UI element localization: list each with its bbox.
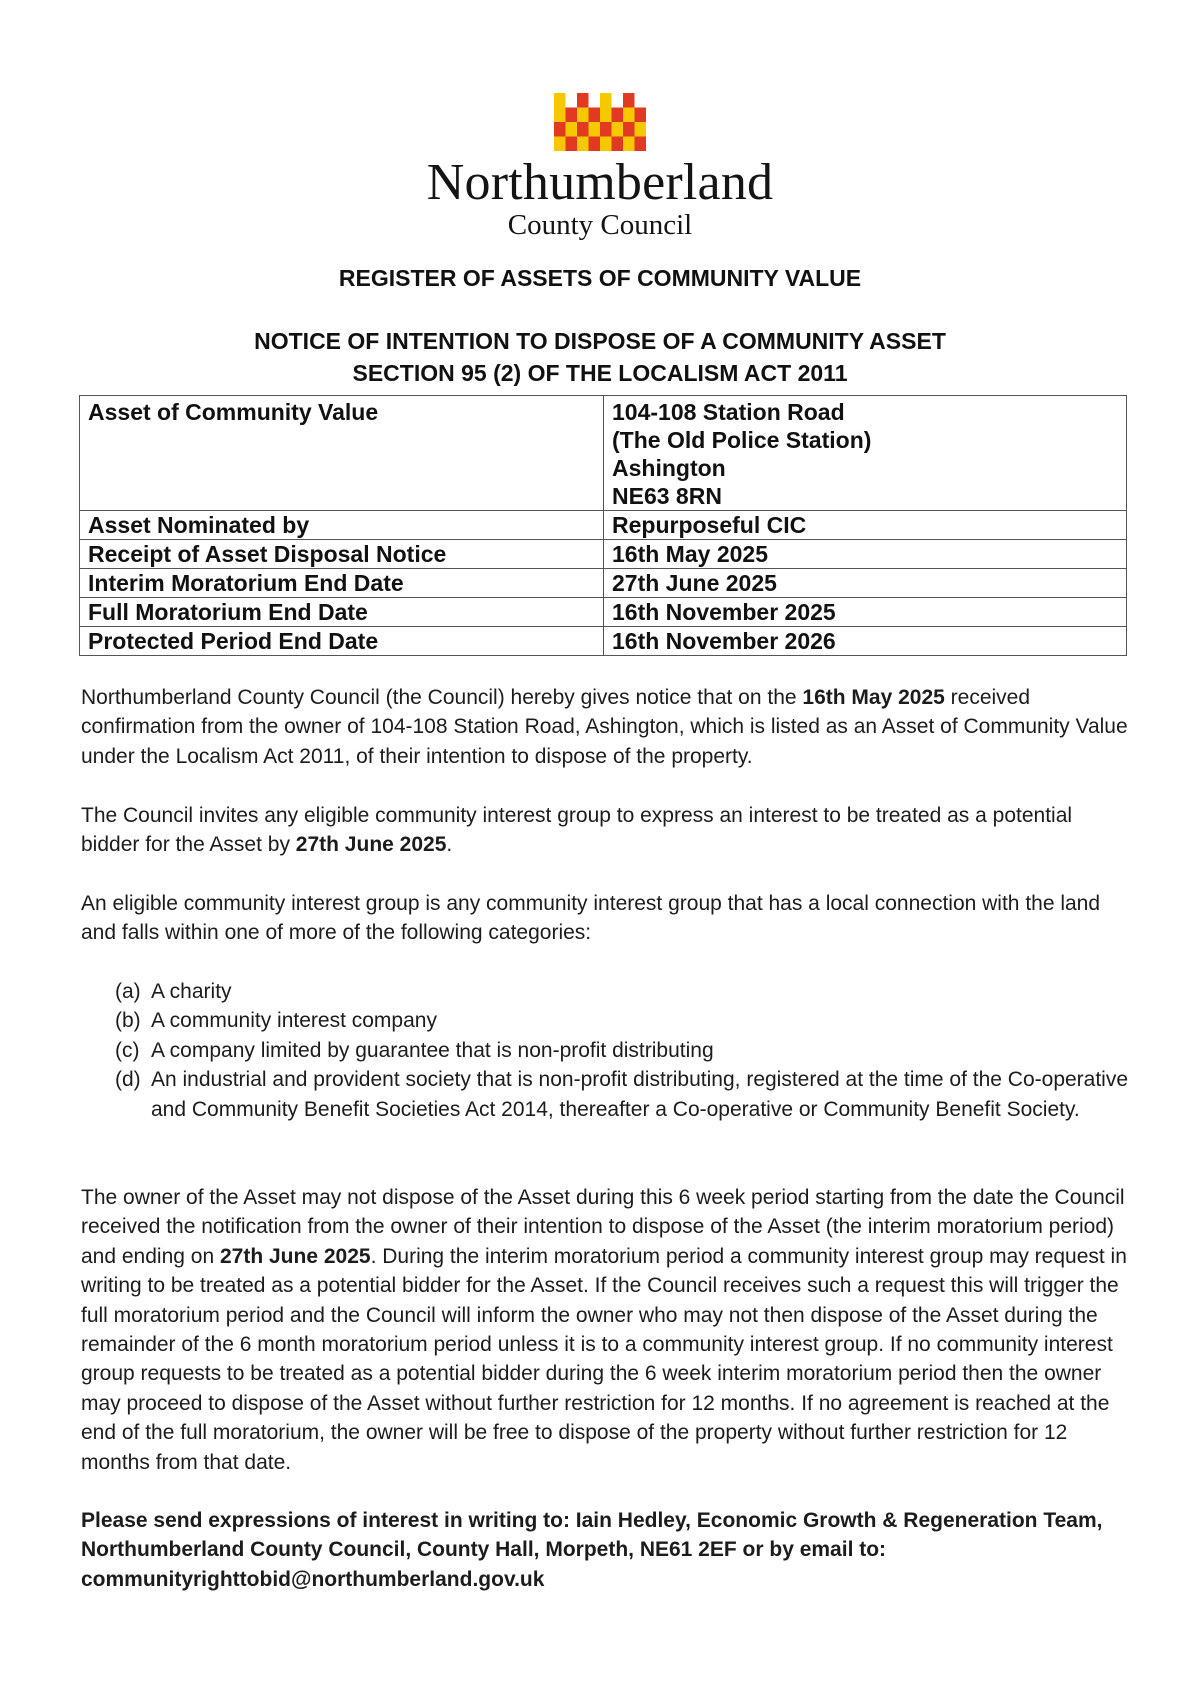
deadline-date: 27th June 2025 bbox=[295, 833, 447, 857]
asset-label-cell: Asset of Community Value bbox=[80, 396, 604, 511]
list-item bbox=[81, 1006, 1131, 1035]
text-run: received confirmation from the owner of 104-108 Station Road, Ashington, which is listed as an Asset of Community Value under the Localism Act 2011, of their intention to dispose of the property. bbox=[81, 686, 1128, 768]
row-value: 16th November 2026 bbox=[604, 627, 1127, 656]
text-run: . During the interim moratorium period a community interest group may request in writing to be treated as a potential bidder for the Asset. If the Council receives such a request this will trigger the full moratorium period and the Council will inform the owner who may not then dispose of the Asset during the remainder of the 6 month moratorium period unless it is to a community interest group. If no community interest group requests to be treated as a potential bidder during the 6 week interim moratorium period then the owner may proceed to dispose of the Asset without further restriction for 12 months. If no agreement is reached at the end of the full moratorium, the owner will be free to dispose of the property without further restriction for 12 months from that date. bbox=[81, 1244, 1127, 1474]
table-row bbox=[80, 569, 1127, 598]
notice-heading-line-1: NOTICE OF INTENTION TO DISPOSE OF A COMMUNITY ASSET bbox=[254, 328, 946, 354]
list-text: An industrial and provident society that is non-profit distributing, registered at the time of the Co-operative and Community Benefit Societies Act 2014, thereafter a Co-operative or Community Benefit Society. bbox=[151, 1068, 1129, 1121]
text-run: An eligible community interest group is any community interest group that has a local connection with the land and falls within one of more of the following categories: bbox=[81, 892, 1101, 945]
row-value: 27th June 2025 bbox=[604, 569, 1127, 598]
address-line: Ashington bbox=[612, 455, 726, 481]
list-item bbox=[81, 977, 1131, 1006]
row-label: Protected Period End Date bbox=[80, 627, 604, 656]
council-crest-icon bbox=[554, 93, 646, 151]
asset-address-cell bbox=[604, 396, 1127, 511]
list-marker: (d) bbox=[115, 1068, 141, 1092]
row-value: Repurposeful CIC bbox=[604, 511, 1127, 540]
text-run: . bbox=[446, 833, 453, 857]
contact-text: Please send expressions of interest in writing to: Iain Hedley, Economic Growth & Regeneration Team, Northumberland County Council, County Hall, Morpeth, NE61 2EF or by email to: communityrighttobid@northumberland.gov.uk bbox=[81, 1509, 1103, 1591]
moratorium-end-date: 27th June 2025 bbox=[219, 1244, 371, 1268]
row-value: 16th May 2025 bbox=[604, 540, 1127, 569]
table-row bbox=[80, 540, 1127, 569]
notice-heading-line-2: SECTION 95 (2) OF THE LOCALISM ACT 2011 bbox=[352, 360, 848, 386]
row-label: Full Moratorium End Date bbox=[80, 598, 604, 627]
list-text: A community interest company bbox=[151, 1009, 437, 1033]
paragraph-notice bbox=[81, 683, 1131, 771]
logo-subtitle: County Council bbox=[507, 209, 693, 241]
list-item bbox=[81, 1065, 1131, 1124]
address-line: (The Old Police Station) bbox=[612, 427, 872, 453]
list-marker: (b) bbox=[115, 1009, 141, 1033]
paragraph-eligibility bbox=[81, 889, 1131, 948]
table-row bbox=[80, 598, 1127, 627]
row-value: 16th November 2025 bbox=[604, 598, 1127, 627]
list-text: A company limited by guarantee that is non-profit distributing bbox=[151, 1038, 714, 1062]
list-marker: (c) bbox=[115, 1038, 140, 1062]
text-run: The owner of the Asset may not dispose of the Asset during this 6 week period starting from the date the Council received the notification from the owner of their intention to dispose of the Asset (the interim moratorium period) and ending on bbox=[81, 1186, 1125, 1268]
paragraph-moratorium bbox=[81, 1183, 1131, 1477]
eligible-categories-list bbox=[81, 977, 1131, 1124]
list-text: A charity bbox=[151, 980, 232, 1003]
list-item bbox=[81, 1036, 1131, 1065]
row-label: Asset Nominated by bbox=[80, 511, 604, 540]
register-heading: REGISTER OF ASSETS OF COMMUNITY VALUE bbox=[338, 265, 862, 291]
notice-date: 16th May 2025 bbox=[802, 686, 945, 709]
paragraph-invitation bbox=[81, 801, 1131, 860]
logo-name: Northumberland bbox=[426, 154, 774, 211]
row-label: Receipt of Asset Disposal Notice bbox=[80, 540, 604, 569]
row-label: Interim Moratorium End Date bbox=[80, 569, 604, 598]
text-run: Northumberland County Council (the Council) hereby gives notice that on the bbox=[81, 686, 803, 709]
text-run: The Council invites any eligible community interest group to express an interest to be treated as a potential bidder for the Asset by bbox=[81, 804, 1073, 857]
address-line: NE63 8RN bbox=[612, 483, 722, 509]
address-line: 104-108 Station Road bbox=[612, 399, 845, 425]
table-row bbox=[80, 511, 1127, 540]
asset-details-table bbox=[79, 395, 1127, 656]
list-marker: (a) bbox=[115, 980, 141, 1003]
paragraph-contact bbox=[81, 1506, 1131, 1594]
table-row bbox=[80, 627, 1127, 656]
council-logo bbox=[0, 93, 1200, 240]
table-row bbox=[80, 396, 1127, 511]
notice-heading bbox=[0, 325, 1200, 389]
